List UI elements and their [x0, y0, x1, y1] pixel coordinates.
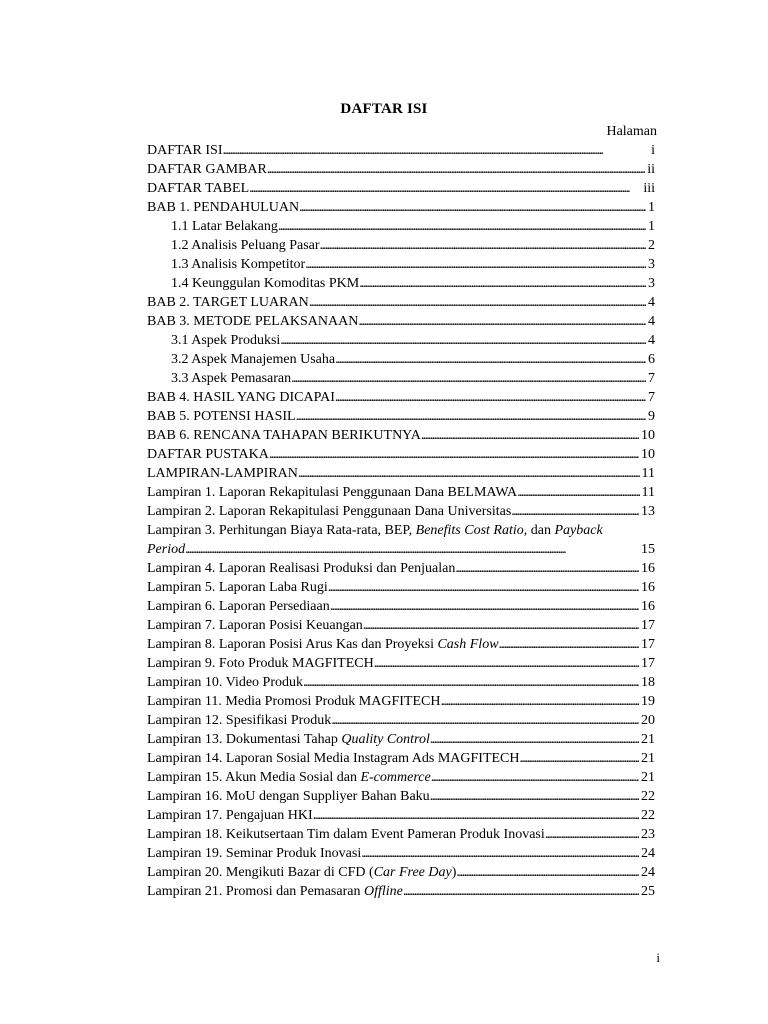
- toc-entry-second-line: [147, 540, 655, 559]
- toc-entry-page-number: iii: [643, 181, 655, 196]
- toc-entry-text-segment: Lampiran 15. Akun Media Sosial dan: [147, 770, 361, 785]
- toc-entry[interactable]: [147, 331, 655, 350]
- toc-entry[interactable]: [147, 825, 655, 844]
- toc-entry-label: [147, 768, 431, 787]
- toc-entry-text-segment: BAB 3. METODE PELAKSANAAN: [147, 314, 359, 329]
- toc-entry-text-segment: Lampiran 6. Laporan Persediaan: [147, 599, 330, 614]
- toc-entry[interactable]: [147, 274, 655, 293]
- dot-leader: [403, 882, 639, 901]
- toc-entry-label: [171, 350, 335, 369]
- toc-entry[interactable]: [147, 578, 655, 597]
- dot-leader: [520, 749, 640, 768]
- toc-entry[interactable]: [147, 616, 655, 635]
- toc-entry-page-number: 25: [641, 884, 655, 899]
- toc-entry-page-number: 10: [641, 428, 655, 443]
- toc-entry[interactable]: [147, 312, 655, 331]
- toc-entry-page-number: 4: [648, 333, 655, 348]
- toc-entry-label: [171, 255, 305, 274]
- toc-entry-text-segment: BAB 5. POTENSI HASIL: [147, 409, 296, 424]
- dot-leader: [328, 578, 639, 597]
- toc-entry-page-number: 3: [648, 257, 655, 272]
- toc-entry-page-number: 1: [648, 219, 655, 234]
- dot-leader: [430, 787, 639, 806]
- dot-leader: [455, 559, 639, 578]
- toc-entry-label: [147, 806, 313, 825]
- toc-entry-text-segment: Lampiran 14. Laporan Sosial Media Instagram Ads MAGFITECH: [147, 751, 520, 766]
- toc-entry-label: [171, 236, 320, 255]
- toc-entry[interactable]: [147, 198, 655, 217]
- toc-entry-page-number: 11: [641, 485, 655, 500]
- toc-entry-page-number: 18: [641, 675, 655, 690]
- toc-entry-label: [147, 578, 328, 597]
- toc-entry[interactable]: [147, 369, 655, 388]
- toc-entry-page-number: 3: [648, 276, 655, 291]
- toc-entry-text-segment: 3.3 Aspek Pemasaran: [171, 371, 292, 386]
- toc-entry-text-segment: Lampiran 2. Laporan Rekapitulasi Penggunaan Dana Universitas: [147, 504, 512, 519]
- toc-entry-text-segment: BAB 1. PENDAHULUAN: [147, 200, 300, 215]
- toc-entry-page-number: 16: [641, 561, 655, 576]
- toc-entry-label: [147, 559, 455, 578]
- toc-entry-text-segment: DAFTAR ISI: [147, 143, 223, 158]
- toc-entry-text-segment: LAMPIRAN-LAMPIRAN: [147, 466, 298, 481]
- toc-entry-label: [147, 711, 331, 730]
- toc-entry-text-segment: 1.4 Keunggulan Komoditas PKM: [171, 276, 360, 291]
- toc-entry-text-segment: Car Free Day: [373, 865, 452, 880]
- dot-leader: [499, 635, 639, 654]
- toc-entry-label: [171, 274, 359, 293]
- toc-entry-text-segment: Cash Flow: [437, 637, 499, 652]
- toc-entry-text-segment: Offline: [363, 884, 403, 899]
- page-title: DAFTAR ISI: [340, 101, 428, 117]
- toc-entry-page-number: 11: [641, 466, 655, 481]
- dot-leader: [335, 350, 646, 369]
- toc-entry-label: [147, 179, 249, 198]
- toc-entry-label: [147, 426, 421, 445]
- dot-leader: [278, 217, 646, 236]
- toc-entry[interactable]: [147, 521, 655, 559]
- toc-entry-page-number: 6: [648, 352, 655, 367]
- toc-entry-text-segment: Quality Control: [341, 732, 430, 747]
- toc-entry-label: [147, 198, 299, 217]
- toc-entry-page-number: 24: [641, 846, 655, 861]
- dot-leader: [249, 179, 641, 198]
- toc-entry[interactable]: [147, 255, 655, 274]
- toc-entry-label: [147, 787, 430, 806]
- toc-entry-label: [171, 369, 291, 388]
- toc-entry-text-segment: DAFTAR TABEL: [147, 181, 250, 196]
- toc-entry[interactable]: [147, 692, 655, 711]
- toc-entry-page-number: ii: [647, 162, 655, 177]
- toc-entry-text-segment: DAFTAR PUSTAKA: [147, 447, 269, 462]
- toc-entry-text-segment: , dan: [523, 523, 555, 538]
- toc-entry-label: [147, 635, 499, 654]
- toc-entry-page-number: 20: [641, 713, 655, 728]
- footer-page-number: i: [656, 950, 660, 965]
- toc-entry-label: [147, 616, 363, 635]
- toc-entry-page-number: 15: [641, 542, 655, 557]
- toc-entry-label: [147, 730, 430, 749]
- toc-entry[interactable]: [147, 407, 655, 426]
- toc-entry-text-segment: Lampiran 8. Laporan Posisi Arus Kas dan Proyeksi: [147, 637, 438, 652]
- toc-entry-page-number: 22: [641, 789, 655, 804]
- toc-entry-text-segment: 3.2 Aspek Manajemen Usaha: [171, 352, 336, 367]
- toc-entry-label: [147, 749, 520, 768]
- dot-leader: [303, 673, 639, 692]
- toc-entry-page-number: 1: [648, 200, 655, 215]
- toc-entry-label: [171, 217, 278, 236]
- dot-leader: [299, 198, 646, 217]
- toc-entry-page-number: 7: [648, 390, 655, 405]
- toc-entry-text-segment: 1.1 Latar Belakang: [171, 219, 278, 234]
- toc-entry-text-segment: Lampiran 1. Laporan Rekapitulasi Penggunaan Dana BELMAWA: [147, 485, 518, 500]
- toc-entry-label: [147, 882, 403, 901]
- toc-entry-text-segment: 1.3 Analisis Kompetitor: [171, 257, 306, 272]
- toc-entry[interactable]: [147, 863, 655, 882]
- toc-entry-text-segment: Lampiran 9. Foto Produk MAGFITECH: [147, 656, 374, 671]
- dot-leader: [358, 312, 646, 331]
- dot-leader: [305, 255, 646, 274]
- toc-entry-text-segment: Period: [147, 542, 186, 557]
- toc-entry-text-segment: Lampiran 13. Dokumentasi Tahap: [147, 732, 342, 747]
- toc-entry-label: [147, 160, 267, 179]
- toc-entry-label: [147, 464, 298, 483]
- toc-entry[interactable]: [147, 293, 655, 312]
- page-column-header: Halaman: [606, 124, 657, 139]
- toc-entry[interactable]: [147, 711, 655, 730]
- toc-entry-label: [147, 483, 517, 502]
- toc-entry-first-line: [147, 521, 655, 540]
- toc-entry-text-segment: BAB 4. HASIL YANG DICAPAI: [147, 390, 335, 405]
- dot-leader: [456, 863, 639, 882]
- toc-entry-text-segment: 3.1 Aspek Produksi: [171, 333, 281, 348]
- dot-leader: [223, 141, 650, 160]
- toc-entry-page-number: 23: [641, 827, 655, 842]
- toc-entry[interactable]: [147, 426, 655, 445]
- toc-entry[interactable]: [147, 445, 655, 464]
- dot-leader: [440, 692, 639, 711]
- toc-entry-page-number: 9: [648, 409, 655, 424]
- toc-entry-label: [147, 825, 545, 844]
- dot-leader: [431, 768, 639, 787]
- toc-entry-text-segment: Payback: [554, 523, 603, 538]
- toc-entry-label: [171, 331, 280, 350]
- toc-entry-label: [147, 293, 309, 312]
- toc-entry-page-number: 4: [648, 314, 655, 329]
- toc-entry[interactable]: [147, 160, 655, 179]
- toc-entry-page-number: 22: [641, 808, 655, 823]
- dot-leader: [331, 711, 639, 730]
- dot-leader: [320, 236, 646, 255]
- toc-entry-label: [147, 502, 511, 521]
- toc-entry-page-number: i: [651, 143, 655, 158]
- toc-entry-text-segment: Lampiran 5. Laporan Laba Rugi: [147, 580, 328, 595]
- table-of-contents: [147, 141, 655, 901]
- dot-leader: [185, 540, 639, 559]
- toc-entry-text-segment: Lampiran 20. Mengikuti Bazar di CFD (: [147, 865, 374, 880]
- toc-entry-label: [147, 863, 456, 882]
- toc-entry-label: [147, 407, 296, 426]
- toc-entry-page-number: 10: [641, 447, 655, 462]
- toc-entry-page-number: 24: [641, 865, 655, 880]
- toc-entry-label: [147, 692, 440, 711]
- toc-entry[interactable]: [147, 141, 655, 160]
- toc-entry[interactable]: [147, 806, 655, 825]
- toc-entry-text-segment: Lampiran 11. Media Promosi Produk MAGFITECH: [147, 694, 441, 709]
- toc-entry-text-segment: Lampiran 21. Promosi dan Pemasaran: [147, 884, 364, 899]
- toc-entry-label: [147, 654, 374, 673]
- toc-entry-label: [147, 540, 185, 559]
- toc-entry-page-number: 21: [641, 770, 655, 785]
- toc-entry[interactable]: [147, 179, 655, 198]
- toc-entry-label: [147, 597, 330, 616]
- toc-entry-label: [147, 445, 269, 464]
- toc-entry[interactable]: [147, 483, 655, 502]
- toc-entry[interactable]: [147, 749, 655, 768]
- toc-entry-page-number: 16: [641, 599, 655, 614]
- toc-entry[interactable]: [147, 635, 655, 654]
- toc-entry-page-number: 17: [641, 637, 655, 652]
- dot-leader: [296, 407, 646, 426]
- toc-entry-text-segment: Lampiran 10. Video Produk: [147, 675, 303, 690]
- dot-leader: [359, 274, 646, 293]
- dot-leader: [430, 730, 639, 749]
- toc-entry[interactable]: [147, 502, 655, 521]
- dot-leader: [517, 483, 639, 502]
- dot-leader: [269, 445, 639, 464]
- toc-entry-text-segment: Lampiran 4. Laporan Realisasi Produksi dan Penjualan: [147, 561, 456, 576]
- toc-entry[interactable]: [147, 730, 655, 749]
- toc-entry-page-number: 21: [641, 751, 655, 766]
- toc-entry-page-number: 17: [641, 656, 655, 671]
- toc-entry-page-number: 13: [641, 504, 655, 519]
- toc-entry-text-segment: ): [451, 865, 457, 880]
- toc-entry-page-number: 2: [648, 238, 655, 253]
- toc-entry-page-number: 16: [641, 580, 655, 595]
- toc-entry-text-segment: Lampiran 18. Keikutsertaan Tim dalam Event Pameran Produk Inovasi: [147, 827, 545, 842]
- dot-leader: [267, 160, 645, 179]
- toc-entry-page-number: 17: [641, 618, 655, 633]
- toc-entry-text-segment: E-commerce: [360, 770, 431, 785]
- toc-entry[interactable]: [147, 350, 655, 369]
- toc-entry-text-segment: BAB 2. TARGET LUARAN: [147, 295, 309, 310]
- dot-leader: [545, 825, 639, 844]
- dot-leader: [335, 388, 646, 407]
- toc-entry-text-segment: Lampiran 16. MoU dengan Suppliyer Bahan Baku: [147, 789, 430, 804]
- toc-entry-text-segment: DAFTAR GAMBAR: [147, 162, 267, 177]
- toc-entry-label: [147, 312, 358, 331]
- toc-entry-label: [147, 141, 223, 160]
- dot-leader: [280, 331, 646, 350]
- toc-entry-text-segment: BAB 6. RENCANA TAHAPAN BERIKUTNYA: [147, 428, 421, 443]
- toc-entry-page-number: 19: [641, 694, 655, 709]
- toc-entry-page-number: 7: [648, 371, 655, 386]
- dot-leader: [330, 597, 639, 616]
- toc-entry[interactable]: [147, 236, 655, 255]
- toc-entry-label: [147, 388, 335, 407]
- toc-entry-text-segment: Lampiran 7. Laporan Posisi Keuangan: [147, 618, 363, 633]
- toc-entry-text-segment: Lampiran 3. Perhitungan Biaya Rata-rata, BEP,: [147, 523, 416, 538]
- dot-leader: [313, 806, 639, 825]
- dot-leader: [291, 369, 646, 388]
- toc-entry[interactable]: [147, 559, 655, 578]
- toc-entry[interactable]: [147, 882, 655, 901]
- toc-entry-text-segment: Lampiran 19. Seminar Produk Inovasi: [147, 846, 362, 861]
- toc-entry-page-number: 4: [648, 295, 655, 310]
- dot-leader: [511, 502, 639, 521]
- dot-leader: [374, 654, 639, 673]
- dot-leader: [309, 293, 646, 312]
- toc-entry-text-segment: Benefits Cost Ratio: [415, 523, 524, 538]
- dot-leader: [421, 426, 639, 445]
- dot-leader: [298, 464, 640, 483]
- toc-entry[interactable]: [147, 768, 655, 787]
- toc-entry-text-segment: Lampiran 17. Pengajuan HKI: [147, 808, 313, 823]
- toc-entry-label: [147, 673, 303, 692]
- toc-entry-text-segment: Lampiran 12. Spesifikasi Produk: [147, 713, 332, 728]
- toc-entry[interactable]: [147, 787, 655, 806]
- toc-entry[interactable]: [147, 464, 655, 483]
- toc-entry-text-segment: 1.2 Analisis Peluang Pasar: [171, 238, 320, 253]
- toc-entry[interactable]: [147, 844, 655, 863]
- toc-entry-page-number: 21: [641, 732, 655, 747]
- toc-entry-label: [147, 844, 361, 863]
- toc-entry[interactable]: [147, 673, 655, 692]
- dot-leader: [363, 616, 639, 635]
- toc-entry[interactable]: [147, 217, 655, 236]
- toc-entry[interactable]: [147, 654, 655, 673]
- toc-entry[interactable]: [147, 388, 655, 407]
- toc-entry[interactable]: [147, 597, 655, 616]
- dot-leader: [361, 844, 639, 863]
